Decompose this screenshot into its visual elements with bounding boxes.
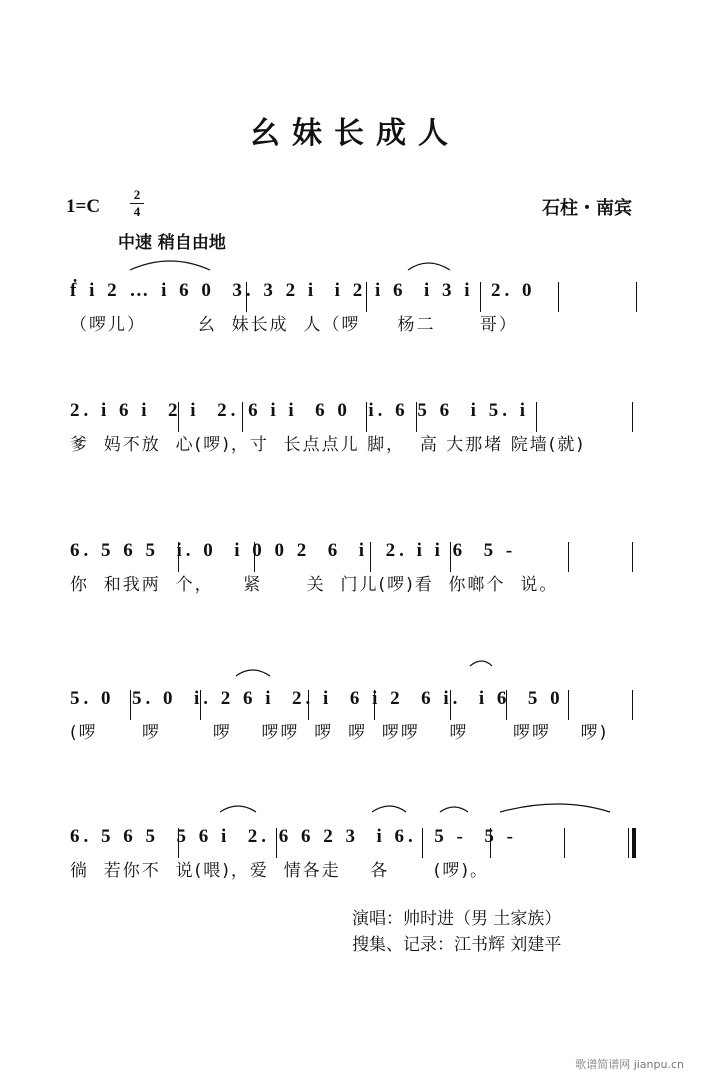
time-signature	[130, 188, 144, 219]
barline	[178, 828, 179, 858]
barline	[178, 402, 179, 432]
lyrics-line-1: （啰儿） 幺 妹长成 人（啰 杨二 哥）	[70, 315, 518, 335]
barline	[636, 282, 637, 312]
lyrics-line-3: 你 和我两 个， 紧 关 门儿(啰)看 你啷个 说。	[70, 575, 559, 595]
notes-line-5: 6. 5 6 5 5 6 i 2. 6 6 2 3 i 6. 5 - 5 -	[70, 826, 517, 847]
barline	[422, 828, 423, 858]
barline	[490, 828, 491, 858]
barline	[246, 282, 247, 312]
barline	[632, 690, 633, 720]
lyrics-line-2: 爹 妈不放 心(啰)，寸 长点点儿 脚， 高 大那堵 院墙(就)	[70, 435, 585, 455]
barline	[366, 282, 367, 312]
barline	[416, 402, 417, 432]
barline	[374, 690, 375, 720]
barline	[254, 542, 255, 572]
barline	[450, 690, 451, 720]
barline	[242, 402, 243, 432]
origin-label: 石柱・南宾	[542, 198, 632, 219]
key-signature: 1=C	[66, 196, 101, 217]
barline	[308, 690, 309, 720]
barline	[558, 282, 559, 312]
barline	[200, 690, 201, 720]
barline	[480, 282, 481, 312]
time-signature-top: 2	[133, 187, 141, 202]
notes-line-1: ḟ i 2 … i 6 0 3. 3 2 i i 2 i 6 i 3 i 2. 0	[70, 280, 536, 301]
barline	[568, 542, 569, 572]
barline	[366, 402, 367, 432]
song-title: 幺妹长成人	[250, 116, 460, 151]
singer-credit: 演唱：帅时进（男 土家族）	[352, 909, 562, 929]
barline	[370, 542, 371, 572]
notes-line-2: 2. i 6 i 2 i 2. 6 i i 6 0 i. 6 5 6 i 5. i	[70, 400, 529, 421]
time-signature-bottom: 4	[133, 204, 141, 219]
barline	[536, 402, 537, 432]
barline	[178, 542, 179, 572]
barline	[130, 690, 131, 720]
barline	[506, 690, 507, 720]
notes-line-4: 5. 0 5. 0 i. 2 6 i 2. i 6 i 2 6 i. i 6 5 0	[70, 688, 564, 709]
notes-line-3: 6. 5 6 5 i. 0 i 0 0 2 6 i 2. i i 6 5 -	[70, 540, 517, 561]
barline	[632, 402, 633, 432]
collector-credit: 搜集、记录：江书辉 刘建平	[352, 935, 562, 955]
barline	[632, 542, 633, 572]
barline	[450, 542, 451, 572]
lyrics-line-4: (啰 啰 啰 啰啰 啰 啰 啰啰 啰 啰啰 啰)	[70, 723, 609, 743]
barline	[276, 828, 277, 858]
credits	[352, 906, 561, 958]
barline	[564, 828, 565, 858]
lyrics-line-5: 徜 若你不 说(喂)，爱 情各走 各 (啰)。	[70, 861, 489, 881]
barline	[568, 690, 569, 720]
site-watermark: 歌谱简谱网 jianpu.cn	[575, 1058, 684, 1071]
final-double-barline	[628, 828, 636, 858]
tempo-marking: 中速 稍自由地	[118, 233, 226, 253]
